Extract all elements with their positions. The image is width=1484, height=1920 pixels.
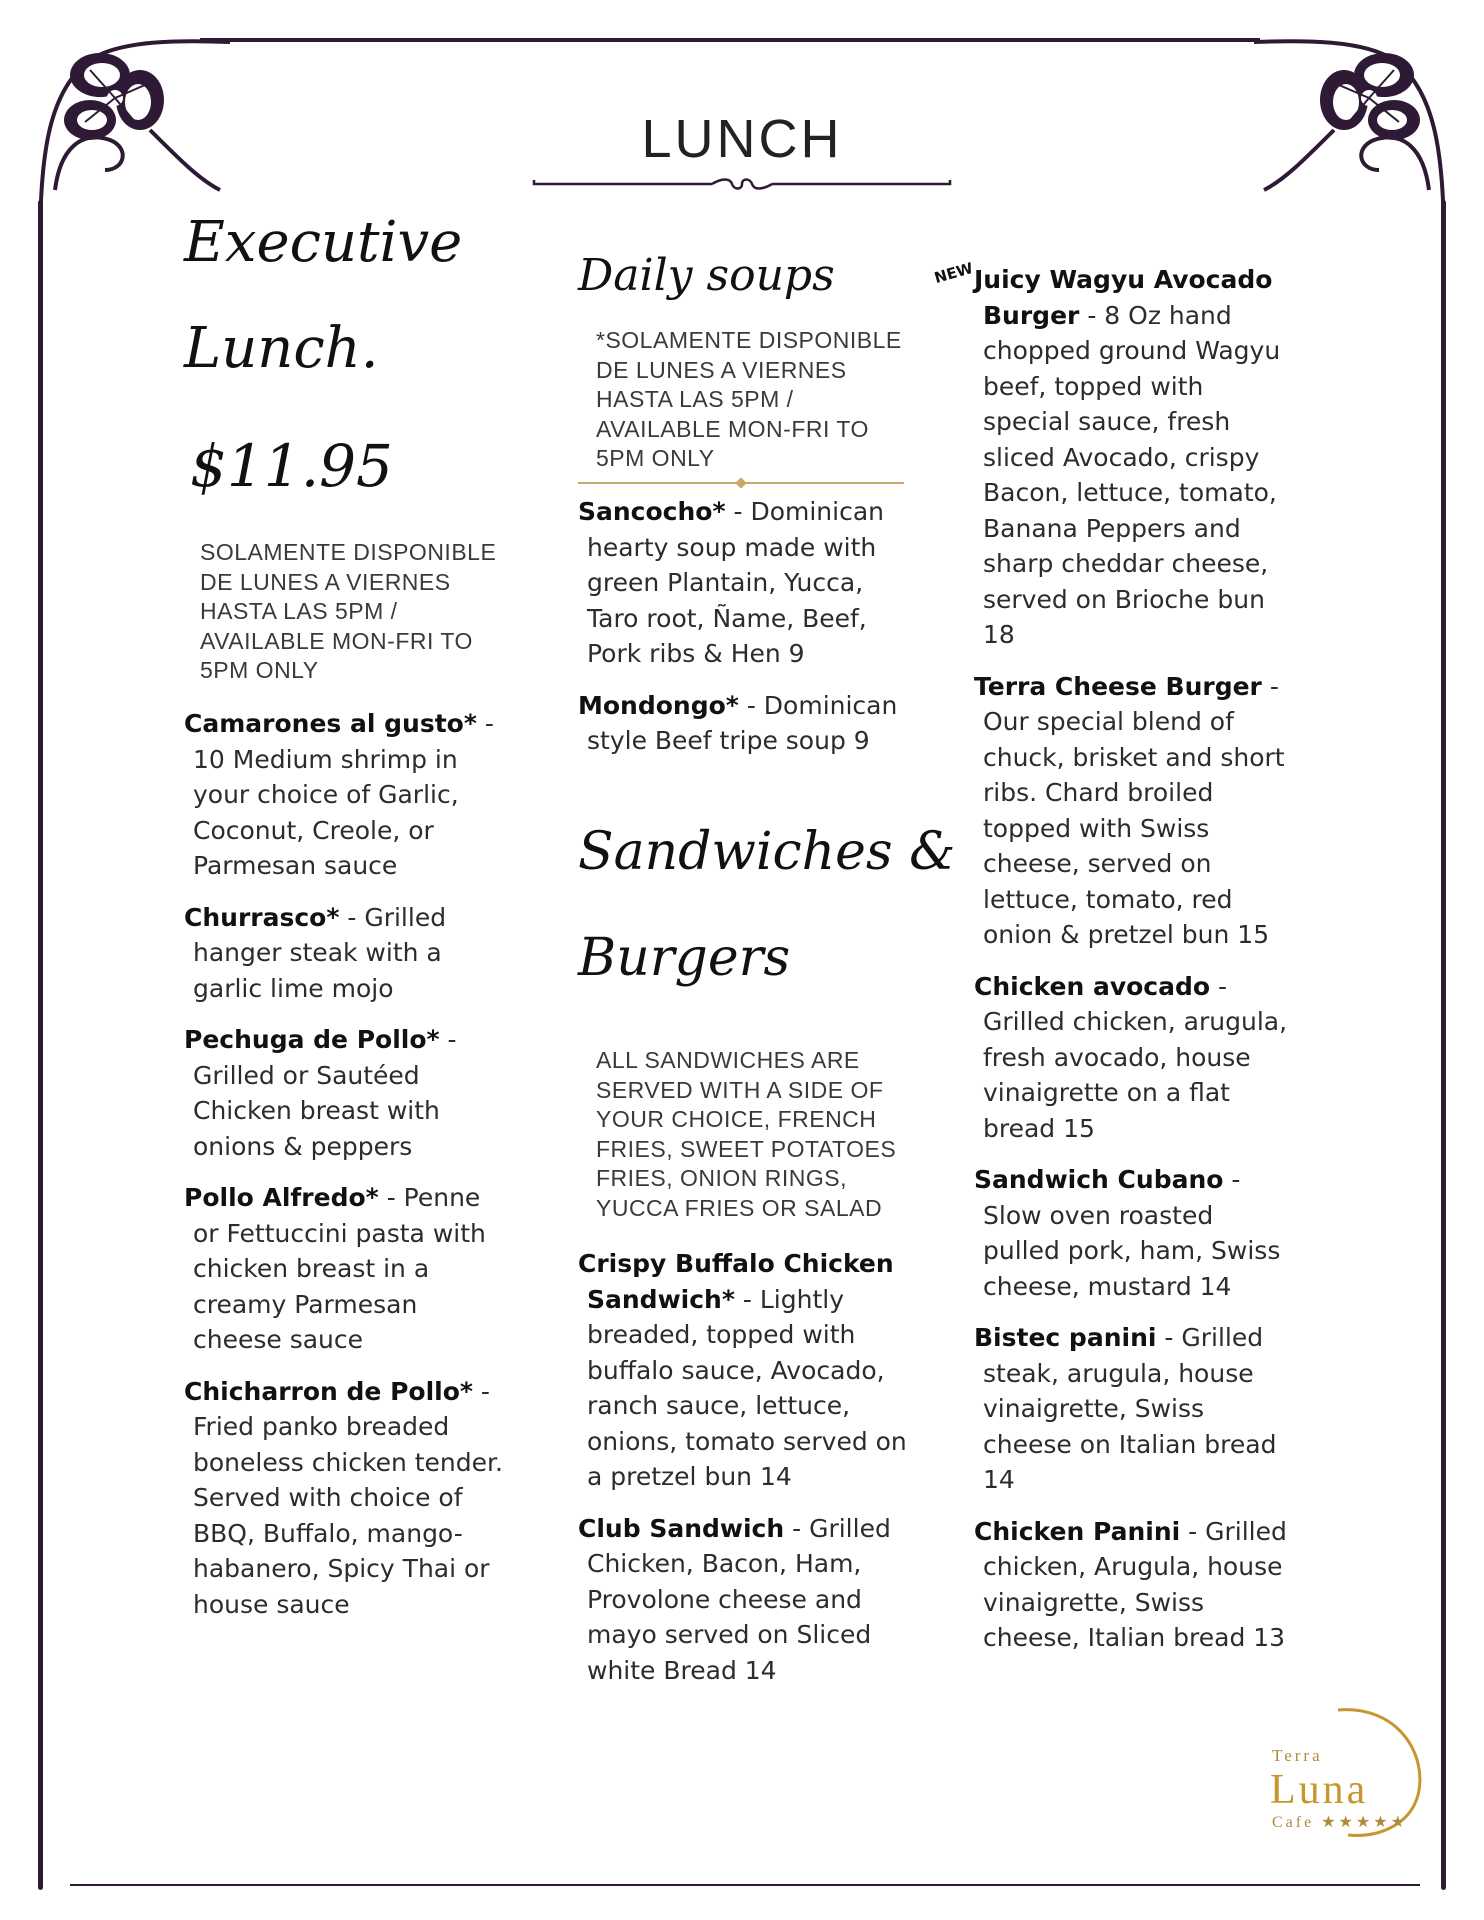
menu-item — [578, 1511, 908, 1689]
soup-divider-rule — [578, 478, 904, 488]
menu-item — [578, 494, 908, 672]
frame-left-border — [38, 200, 43, 1890]
sandwiches-sides-note: ALL SANDWICHES ARE SERVED WITH A SIDE OF YOUR CHOICE, FRENCH FRIES, SWEET POTATOES FRIES, ONION RINGS, YUCCA FRIES OR SALAD — [596, 1047, 897, 1221]
executive-availability-note: SOLAMENTE DISPONIBLE DE LUNES A VIERNES HASTA LAS 5PM / AVAILABLE MON-FRI TO 5PM ONLY — [200, 539, 497, 683]
menu-item-name: Chicken Panini — [974, 1516, 1181, 1546]
menu-item — [974, 1320, 1294, 1498]
frame-bottom-rule — [70, 1884, 1420, 1886]
sandwiches-title-line1: Sandwiches & — [578, 822, 956, 882]
page-title: LUNCH — [641, 109, 843, 169]
menu-item — [184, 706, 504, 884]
menu-item-desc: - Grilled Chicken, Bacon, Ham, Provolone cheese and mayo served on Sliced white Bread 14 — [587, 1513, 891, 1685]
menu-item-name: Pollo Alfredo* — [184, 1183, 379, 1212]
menu-item-desc: - Fried panko breaded boneless chicken tender. Served with choice of BBQ, Buffalo, mango-habanero, Spicy Thai or house sauce — [193, 1376, 503, 1619]
menu-item — [184, 900, 504, 1007]
menu-item-name: Sandwich Cubano — [974, 1165, 1224, 1194]
menu-item-desc: - 10 Medium shrimp in your choice of Garlic, Coconut, Creole, or Parmesan sauce — [193, 709, 494, 880]
executive-title-line1: Executive — [184, 210, 463, 275]
terra-luna-cafe-logo — [1258, 1700, 1418, 1830]
floral-corner-right-icon — [1254, 30, 1454, 250]
menu-item — [974, 969, 1294, 1147]
menu-item — [974, 669, 1294, 953]
menu-item — [184, 1374, 504, 1623]
menu-item-name: Churrasco* — [184, 902, 340, 932]
menu-item-name: Pechuga de Pollo* — [184, 1025, 440, 1054]
menu-item-name: Sancocho* — [578, 497, 726, 526]
menu-item — [578, 688, 908, 759]
menu-item-name: Camarones al gusto* — [184, 709, 477, 738]
logo-cafe-text: Cafe ★★★★★ — [1272, 1814, 1408, 1831]
menu-item — [578, 1246, 908, 1495]
menu-item — [184, 1022, 504, 1164]
menu-item-name: Chicken avocado — [974, 971, 1211, 1001]
soups-items-list — [578, 494, 908, 775]
burger-items-list — [974, 262, 1294, 1672]
menu-item-desc: - Grilled chicken, arugula, fresh avocado, house vinaigrette on a flat bread 15 — [983, 971, 1288, 1143]
menu-item-name: Crispy Buffalo Chicken Sandwich* — [578, 1249, 894, 1314]
menu-item-name: Terra Cheese Burger — [974, 671, 1262, 701]
sandwiches-title-line2: Burgers — [578, 928, 791, 988]
menu-item-desc: - Dominican style Beef tripe soup 9 — [587, 690, 898, 755]
sandwiches-items-list — [578, 1246, 908, 1704]
menu-item-desc: - Slow oven roasted pulled pork, ham, Swiss cheese, mustard 14 — [983, 1165, 1281, 1301]
menu-item — [974, 1514, 1294, 1656]
menu-item — [974, 262, 1294, 653]
menu-item-desc: - 8 Oz hand chopped ground Wagyu beef, topped with special sauce, fresh sliced Avocado, crispy Bacon, lettuce, tomato, Banana Peppers and sharp cheddar cheese, served on Brioche bun 18 — [983, 300, 1281, 649]
menu-item — [974, 1162, 1294, 1304]
menu-item-desc: - Dominican hearty soup made with green Plantain, Yucca, Taro root, Ñame, Beef, Pork ribs & Hen 9 — [587, 497, 885, 668]
executive-items-list — [184, 706, 504, 1638]
frame-top-border — [200, 38, 1260, 42]
menu-item-desc: - Grilled steak, arugula, house vinaigrette, Swiss cheese on Italian bread 14 — [983, 1323, 1277, 1494]
menu-item-desc: - Grilled chicken, Arugula, house vinaigrette, Swiss cheese, Italian bread 13 — [983, 1516, 1287, 1652]
executive-price: $11.95 — [190, 432, 393, 500]
menu-item-desc: - Grilled hanger steak with a garlic lime mojo — [193, 902, 447, 1003]
menu-item-name: Mondongo* — [578, 690, 739, 720]
soups-availability-note: *SOLAMENTE DISPONIBLE DE LUNES A VIERNES HASTA LAS 5PM / AVAILABLE MON-FRI TO 5PM ONLY — [596, 327, 902, 471]
logo-terra-text: Terra — [1272, 1746, 1323, 1765]
menu-item-desc: - Lightly breaded, topped with buffalo sauce, Avocado, ranch sauce, lettuce, onions, tomato served on a pretzel bun 14 — [587, 1284, 907, 1491]
menu-item-name: Juicy Wagyu Avocado Burger — [974, 265, 1273, 330]
menu-item-desc: - Grilled or Sautéed Chicken breast with onions & peppers — [193, 1025, 457, 1161]
executive-title-line2: Lunch. — [184, 316, 379, 381]
menu-item-name: Bistec panini — [974, 1323, 1157, 1352]
frame-right-border — [1441, 200, 1446, 1890]
new-badge: NEW — [932, 258, 976, 288]
menu-item-name: Chicharron de Pollo* — [184, 1376, 473, 1406]
menu-item-desc: - Our special blend of chuck, brisket and short ribs. Chard broiled topped with Swiss cheese, served on lettuce, tomato, red onion & pretzel bun 15 — [983, 671, 1285, 949]
logo-luna-text: Luna — [1270, 1767, 1369, 1813]
menu-item-name: Club Sandwich — [578, 1513, 785, 1543]
soups-title: Daily soups — [578, 250, 835, 301]
menu-item — [184, 1180, 504, 1358]
menu-item-desc: - Penne or Fettuccini pasta with chicken breast in a creamy Parmesan cheese sauce — [193, 1183, 486, 1354]
title-ornament-divider-icon — [532, 170, 952, 200]
